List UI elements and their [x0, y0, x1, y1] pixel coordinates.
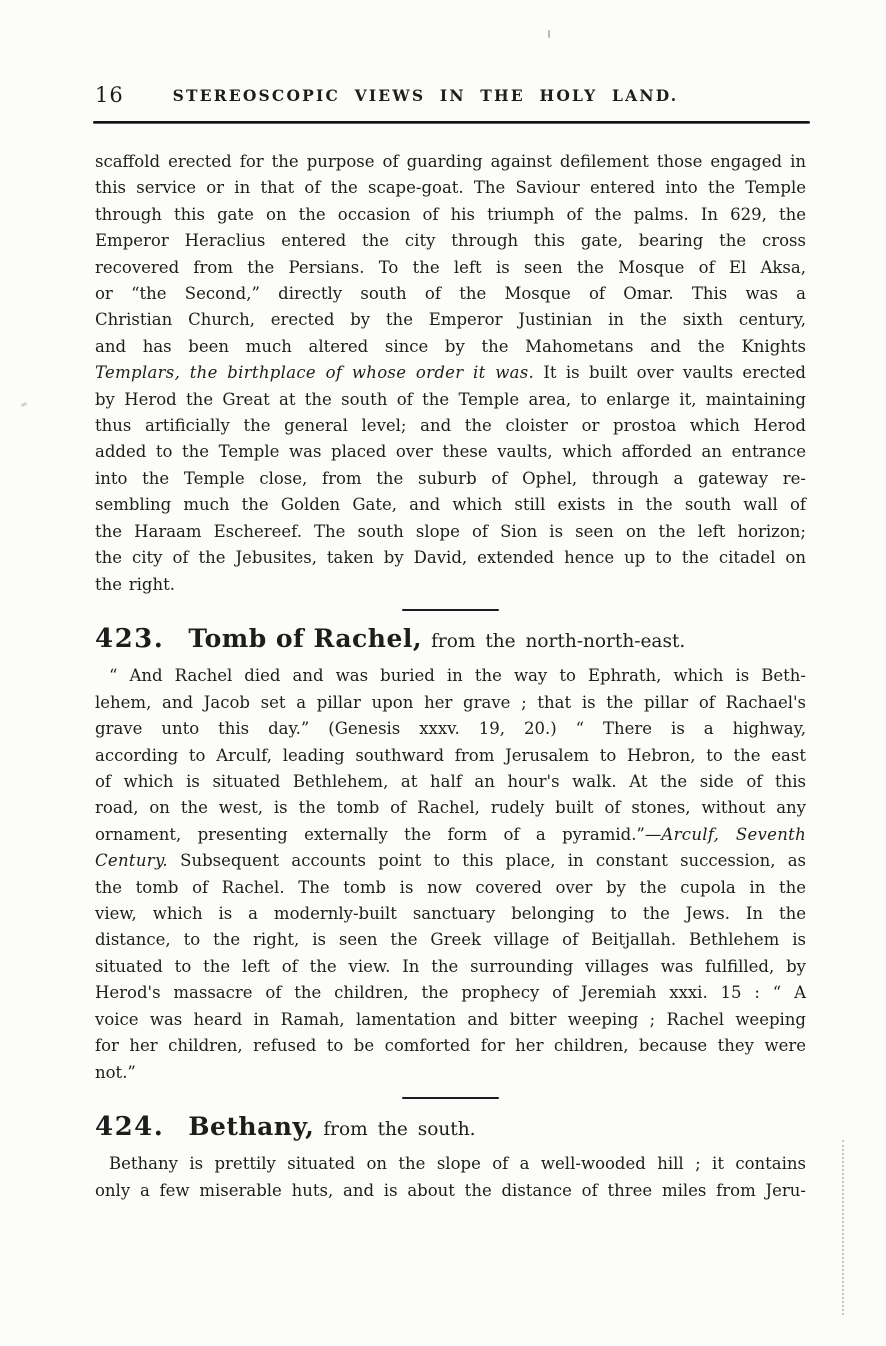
heading-title: Tomb of Rachel, — [188, 624, 423, 654]
section-divider — [402, 1097, 499, 1100]
text-line: for her children, refused to be comforted for her children, because they were — [95, 1036, 806, 1056]
text-line: Templars, the birthplace of whose order it was. It is built over vaults erected — [95, 363, 806, 383]
text-line: by Herod the Great at the south of the Temple area, to enlarge it, maintaining — [95, 389, 806, 409]
text-line: voice was heard in Ramah, lamentation and bitter weeping ; Rachel weeping — [95, 1009, 806, 1029]
paragraph — [95, 1151, 806, 1204]
heading-subtitle: from the north-north-east. — [431, 631, 686, 653]
section-heading — [95, 1112, 806, 1142]
text-line: the Haraam Eschereef. The south slope of Sion is seen on the left horizon; — [95, 521, 806, 541]
text-line: lehem, and Jacob set a pillar upon her grave ; that is the pillar of Rachael's — [95, 692, 806, 712]
text-line: Bethany is prettily situated on the slope of a well-wooded hill ; it contains — [109, 1154, 806, 1174]
text-line: the right. — [95, 574, 175, 594]
text-line: added to the Temple was placed over these vaults, which afforded an entrance — [95, 442, 806, 462]
text-line: grave unto this day.” (Genesis xxxv. 19, 20.) “ There is a highway, — [95, 719, 806, 739]
text-line: through this gate on the occasion of his triumph of the palms. In 629, the — [95, 204, 806, 224]
page-content — [95, 83, 806, 1204]
page-body — [95, 149, 806, 1204]
heading-subtitle: from the south. — [323, 1119, 476, 1141]
scan-artifact-speck — [21, 402, 28, 408]
section-divider — [402, 609, 499, 612]
text-line: Christian Church, erected by the Emperor Justinian in the sixth century, — [95, 310, 806, 330]
text-line: recovered from the Persians. To the left is seen the Mosque of El Aksa, — [95, 257, 806, 277]
text-line: and has been much altered since by the Mahometans and the Knights — [95, 336, 806, 356]
text-line: the tomb of Rachel. The tomb is now covered over by the cupola in the — [95, 877, 806, 897]
text-line: distance, to the right, is seen the Greek village of Beitjallah. Bethlehem is — [95, 930, 806, 950]
text-line: the city of the Jebusites, taken by David, extended hence up to the citadel on — [95, 548, 806, 568]
page-number: 16 — [95, 83, 124, 107]
paragraph — [95, 663, 806, 1086]
text-line: or “the Second,” directly south of the Mosque of Omar. This was a — [95, 284, 806, 304]
heading-number: 424. — [95, 1112, 165, 1143]
header-rule — [93, 121, 810, 124]
text-line: “ And Rachel died and was buried in the way to Ephrath, which is Beth- — [109, 666, 806, 686]
heading-title: Bethany, — [188, 1112, 315, 1142]
paragraph — [95, 149, 806, 598]
scan-artifact-edge-dots — [842, 1140, 844, 1315]
text-line: view, which is a modernly-built sanctuary belonging to the Jews. In the — [95, 904, 806, 924]
text-line: ornament, presenting externally the form of a pyramid.”—Arculf, Seventh — [95, 824, 806, 844]
text-line: situated to the left of the view. In the surrounding villages was fulfilled, by — [95, 956, 806, 976]
text-line: Century. Subsequent accounts point to this place, in constant succession, as — [95, 851, 806, 871]
text-line: thus artificially the general level; and the cloister or prostoa which Herod — [95, 416, 806, 436]
running-header — [95, 83, 806, 107]
text-line: scaffold erected for the purpose of guarding against defilement those engaged in — [95, 152, 806, 171]
text-line: according to Arculf, leading southward from Jerusalem to Hebron, to the east — [95, 745, 806, 765]
text-line: into the Temple close, from the suburb of Ophel, through a gateway re- — [95, 468, 806, 488]
text-line: not.” — [95, 1062, 136, 1082]
running-title: STEREOSCOPIC VIEWS IN THE HOLY LAND. — [172, 86, 679, 105]
heading-number: 423. — [95, 624, 165, 655]
text-line: road, on the west, is the tomb of Rachel, rudely built of stones, without any — [95, 798, 806, 818]
text-line: of which is situated Bethlehem, at half an hour's walk. At the side of this — [95, 772, 806, 792]
text-line: sembling much the Golden Gate, and which still exists in the south wall of — [95, 495, 806, 515]
scan-artifact-speck — [548, 30, 550, 38]
text-line: Herod's massacre of the children, the prophecy of Jeremiah xxxi. 15 : “ A — [95, 983, 806, 1003]
text-line: Emperor Heraclius entered the city through this gate, bearing the cross — [95, 231, 806, 251]
section-heading — [95, 624, 806, 654]
text-line: only a few miserable huts, and is about the distance of three miles from Jeru- — [95, 1180, 806, 1200]
text-line: this service or in that of the scape-goat. The Saviour entered into the Temple — [95, 178, 806, 198]
